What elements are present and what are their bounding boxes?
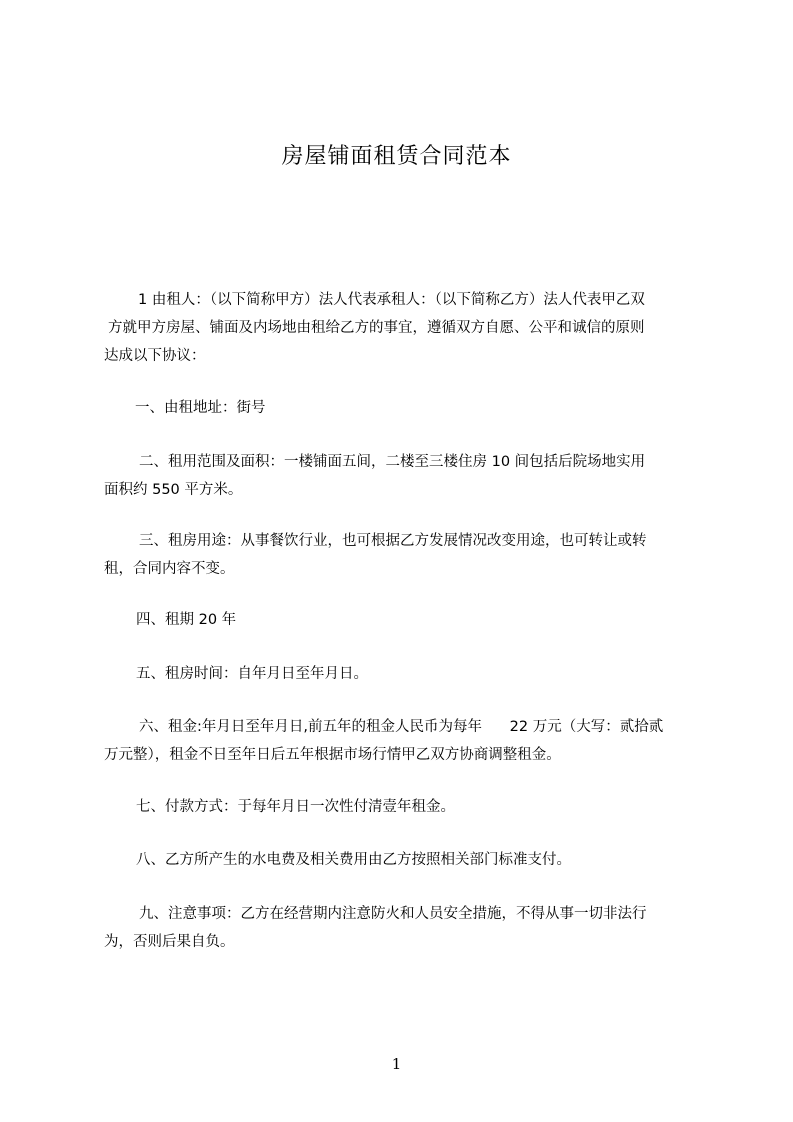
- clause-6-line-2: 万元整），租金不日至年日后五年根据市场行情甲乙双方协商调整租金。: [104, 747, 561, 763]
- clause-4: [104, 606, 710, 634]
- clause-5: [104, 660, 710, 688]
- clause-3-line-2: 租，合同内容不变。: [104, 561, 235, 577]
- clause-1-line-1: 一、由租地址：街号: [135, 400, 266, 416]
- clause-9-line-1: 九、注意事项：乙方在经营期内注意防火和人员安全措施，不得从事一切非法行: [139, 906, 647, 922]
- clause-2-line-1: 二、租用范围及面积：一楼铺面五间，二楼至三楼住房 10 间包括后院场地实用: [139, 454, 646, 470]
- intro-paragraph: [104, 286, 710, 370]
- intro-line-2: 方就甲方房屋、铺面及内场地由租给乙方的事宜，遵循双方自愿、公平和诚信的原则: [108, 320, 645, 336]
- clause-2-line-2: 面积约 550 平方米。: [104, 482, 243, 498]
- clause-7-line-1: 七、付款方式：于每年月日一次性付清壹年租金。: [136, 799, 455, 815]
- page-number: 1: [391, 1055, 402, 1073]
- clause-1: [104, 394, 710, 422]
- clause-2: [104, 448, 710, 504]
- document-title: 房屋铺面租赁合同范本: [281, 144, 512, 169]
- clause-6-line-1: 六、租金:年月日至年月日,前五年的租金人民币为每年 22 万元（大写：贰拾贰: [139, 719, 664, 735]
- clause-7: [104, 793, 710, 821]
- intro-line-1: 1 由租人：（以下简称甲方）法人代表承租人：（以下简称乙方）法人代表甲乙双: [138, 292, 645, 308]
- clause-6: [104, 713, 710, 769]
- clause-5-line-1: 五、租房时间：自年月日至年月日。: [136, 666, 368, 682]
- clause-3: [104, 527, 710, 583]
- clause-9-line-2: 为，否则后果自负。: [104, 934, 235, 950]
- clause-4-line-1: 四、租期 20 年: [136, 612, 237, 628]
- clause-3-line-1: 三、租房用途：从事餐饮行业，也可根据乙方发展情况改变用途，也可转让或转: [139, 533, 647, 549]
- clause-8-line-1: 八、乙方所产生的水电费及相关费用由乙方按照相关部门标准支付。: [136, 852, 571, 868]
- clause-9: [104, 900, 710, 956]
- clause-8: [104, 846, 710, 874]
- intro-line-3: 达成以下协议：: [104, 348, 206, 364]
